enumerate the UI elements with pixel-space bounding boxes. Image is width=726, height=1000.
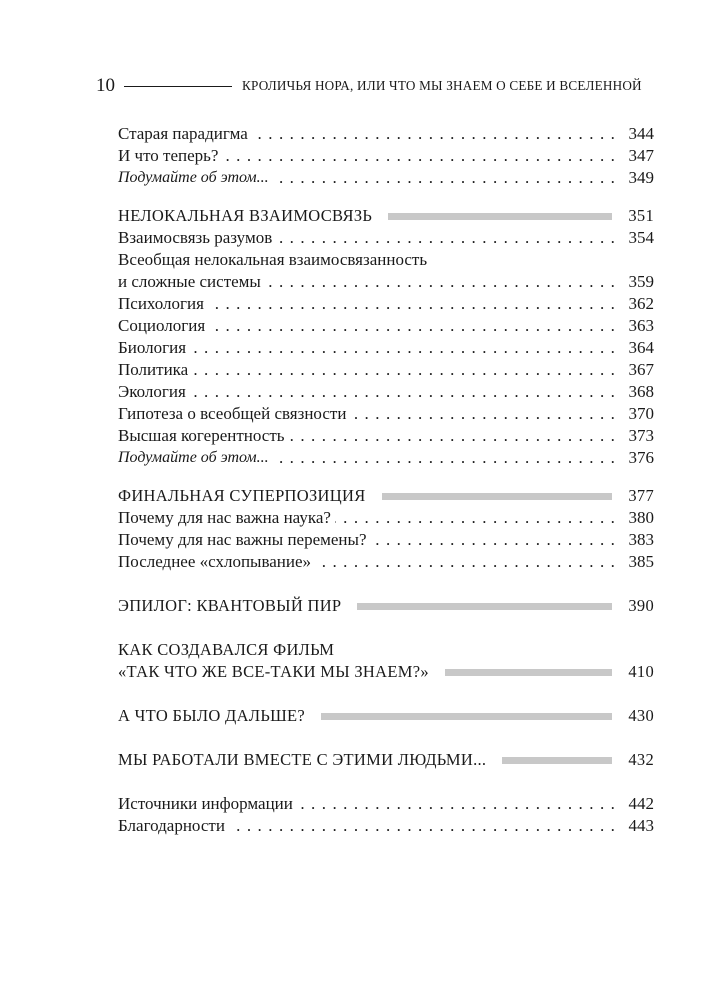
section-title: А ЧТО БЫЛО ДАЛЬШЕ?: [118, 706, 306, 725]
section-page: 432: [628, 750, 654, 769]
toc-entry-page: 363: [628, 316, 654, 335]
dot-leader: [335, 507, 616, 529]
section-bar: [502, 757, 612, 764]
dot-leader: [273, 447, 616, 469]
toc-entry-page: 376: [628, 448, 654, 467]
toc-entry-page: 443: [628, 816, 654, 835]
section-bar: [382, 493, 612, 500]
dot-leader: [371, 529, 616, 551]
toc-entry-page: 368: [628, 382, 654, 401]
toc-section-heading[interactable]: [118, 661, 654, 683]
section-bar: [321, 713, 612, 720]
toc-entry-label: Гипотеза о всеобщей связности: [118, 404, 347, 423]
toc-entry-page: 383: [628, 530, 654, 549]
toc-entry[interactable]: [118, 359, 654, 381]
toc-entry-label: Подумайте об этом...: [118, 169, 269, 186]
toc-section-heading[interactable]: [118, 485, 654, 507]
section-page: 390: [628, 596, 654, 615]
toc-entry-label: Почему для нас важна наука?: [118, 508, 331, 527]
dot-leader: [265, 271, 616, 293]
section-page: 430: [628, 706, 654, 725]
toc-entry-label: Взаимосвязь разумов: [118, 228, 273, 247]
toc-entry-label: Благодарности: [118, 816, 225, 835]
toc-entry[interactable]: [118, 123, 654, 145]
page-number: 10: [96, 75, 115, 96]
toc-entry[interactable]: [118, 507, 654, 529]
toc-entry-label: Старая парадигма: [118, 124, 248, 143]
toc-entry-label: Почему для нас важны перемены?: [118, 530, 367, 549]
toc-entry[interactable]: [118, 227, 654, 249]
dot-leader: [276, 227, 616, 249]
toc-entry[interactable]: [118, 271, 654, 293]
section-page: 351: [628, 206, 654, 225]
section-bar: [445, 669, 612, 676]
toc-entry-page: 349: [628, 168, 654, 187]
dot-leader: [350, 403, 616, 425]
dot-leader: [229, 815, 616, 837]
section-bar: [357, 603, 612, 610]
dot-leader: [190, 337, 616, 359]
section-page: 410: [628, 662, 654, 681]
toc-entry-label: Биология: [118, 338, 187, 357]
toc-entry[interactable]: [118, 381, 654, 403]
toc-entry-line: [118, 249, 654, 271]
dot-leader: [252, 123, 616, 145]
toc-section-heading[interactable]: [118, 749, 654, 771]
toc-entry-page: 442: [628, 794, 654, 813]
toc-entry[interactable]: [118, 447, 654, 469]
toc-entry-label: Высшая когерентность: [118, 426, 285, 445]
toc-entry-label: Источники информации: [118, 794, 293, 813]
toc-section-heading[interactable]: [118, 595, 654, 617]
toc-entry-label: Психология: [118, 294, 204, 313]
toc-entry-page: 347: [628, 146, 654, 165]
toc-entry[interactable]: [118, 551, 654, 573]
section-title: «ТАК ЧТО ЖЕ ВСЕ-ТАКИ МЫ ЗНАЕМ?»: [118, 662, 429, 681]
toc-entry[interactable]: [118, 337, 654, 359]
dot-leader: [190, 381, 616, 403]
toc-entry[interactable]: [118, 293, 654, 315]
toc-entry-page: 385: [628, 552, 654, 571]
dot-leader: [209, 315, 616, 337]
toc-entry-label: Подумайте об этом...: [118, 449, 269, 466]
toc-entry-page: 354: [628, 228, 654, 247]
dot-leader: [222, 145, 616, 167]
toc-entry[interactable]: [118, 315, 654, 337]
toc-entry-label: и сложные системы: [118, 272, 261, 291]
toc-entry-page: 373: [628, 426, 654, 445]
table-of-contents: [118, 123, 654, 837]
running-title: КРОЛИЧЬЯ НОРА, ИЛИ ЧТО МЫ ЗНАЕМ О СЕБЕ И ВСЕЛЕННОЙ: [242, 78, 642, 93]
header-rule: [124, 86, 232, 87]
dot-leader: [289, 425, 616, 447]
toc-entry-page: 364: [628, 338, 654, 357]
section-title: ЭПИЛОГ: КВАНТОВЫЙ ПИР: [118, 596, 342, 615]
toc-entry-label: Экология: [118, 382, 186, 401]
toc-entry[interactable]: [118, 403, 654, 425]
section-title: ФИНАЛЬНАЯ СУПЕРПОЗИЦИЯ: [118, 486, 366, 505]
toc-entry-page: 380: [628, 508, 654, 527]
section-title: КАК СОЗДАВАЛСЯ ФИЛЬМ: [118, 640, 335, 659]
toc-entry-page: 359: [628, 272, 654, 291]
toc-entry-page: 367: [628, 360, 654, 379]
section-title: МЫ РАБОТАЛИ ВМЕСТЕ С ЭТИМИ ЛЮДЬМИ...: [118, 750, 487, 769]
running-header: [96, 74, 656, 98]
toc-entry[interactable]: [118, 167, 654, 189]
toc-entry-page: 344: [628, 124, 654, 143]
toc-entry-label: Всеобщая нелокальная взаимосвязанность: [118, 250, 428, 269]
section-title: НЕЛОКАЛЬНАЯ ВЗАИМОСВЯЗЬ: [118, 206, 373, 225]
toc-entry[interactable]: [118, 793, 654, 815]
section-bar: [388, 213, 612, 220]
toc-entry[interactable]: [118, 145, 654, 167]
dot-leader: [315, 551, 616, 573]
toc-entry-page: 370: [628, 404, 654, 423]
toc-entry-label: Социология: [118, 316, 206, 335]
dot-leader: [273, 167, 616, 189]
dot-leader: [208, 293, 616, 315]
toc-section-heading-line: [118, 639, 654, 661]
toc-entry[interactable]: [118, 529, 654, 551]
toc-section-heading[interactable]: [118, 705, 654, 727]
toc-entry-label: Последнее «схлопывание»: [118, 552, 312, 571]
toc-section-heading[interactable]: [118, 205, 654, 227]
toc-entry[interactable]: [118, 425, 654, 447]
section-page: 377: [628, 486, 654, 505]
toc-entry-page: 362: [628, 294, 654, 313]
toc-entry[interactable]: [118, 815, 654, 837]
toc-entry-label: И что теперь?: [118, 146, 219, 165]
toc-entry-label: Политика: [118, 360, 189, 379]
dot-leader: [297, 793, 616, 815]
dot-leader: [192, 359, 616, 381]
